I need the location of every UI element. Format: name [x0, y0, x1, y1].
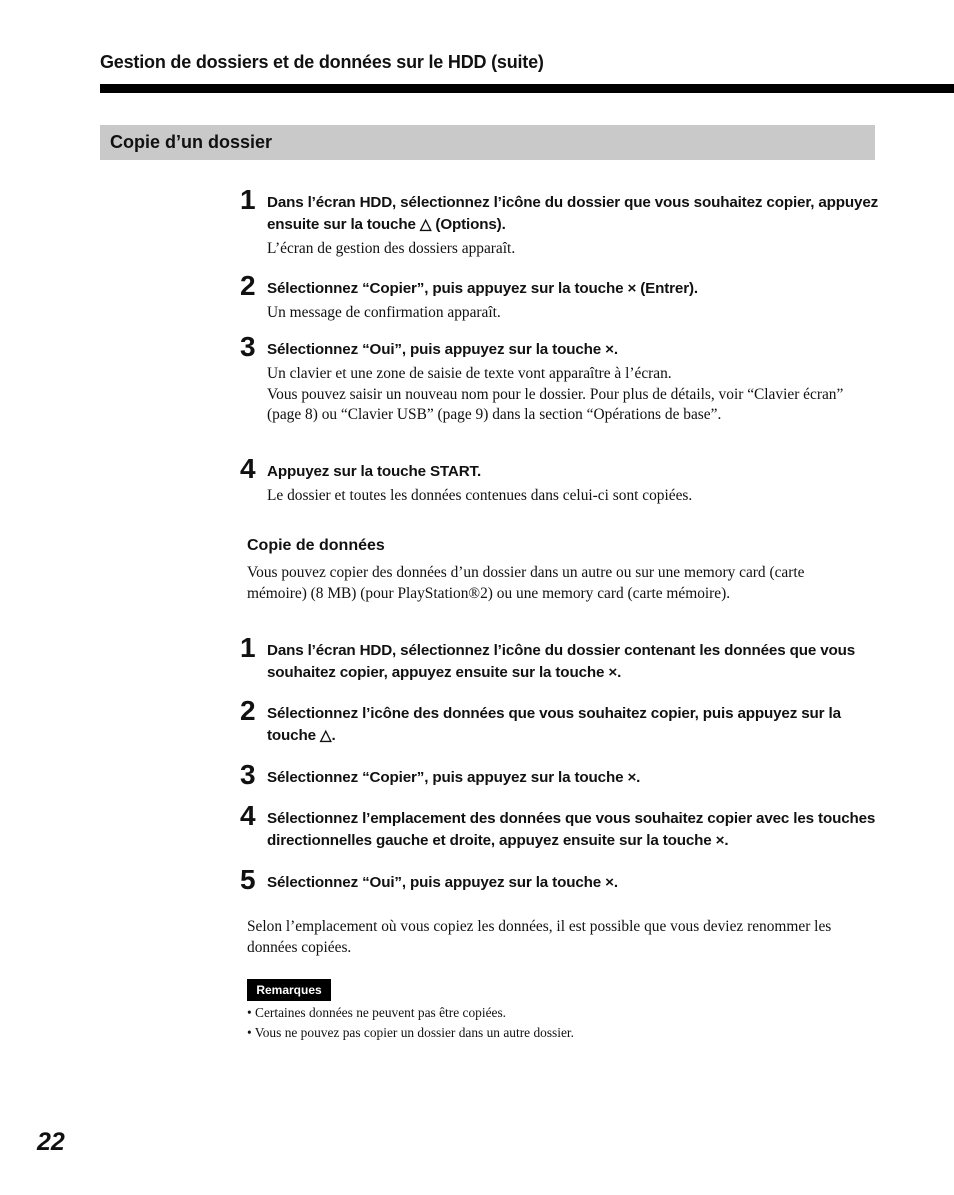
step-description: Le dossier et toutes les données contenues dans celui-ci sont copiées. — [267, 487, 693, 504]
step-instruction: Dans l’écran HDD, sélectionnez l’icône du dossier contenant les données que vous souhaitez copier, appuyez ensuite sur la touche ×. — [267, 642, 856, 681]
step-4 — [240, 453, 880, 507]
step-number: 2 — [240, 695, 256, 726]
step-instruction: Sélectionnez “Oui”, puis appuyez sur la touche ×. — [267, 874, 618, 891]
header-rule — [100, 84, 954, 93]
subsection-intro: Vous pouvez copier des données d’un dossier dans un autre ou sur une memory card (carte mémoire) (8 MB) (pour PlayStation®2) ou une memory card (carte mémoire). — [247, 564, 805, 602]
closing-note: Selon l’emplacement où vous copiez les données, il est possible que vous deviez renommer les données copiées. — [247, 918, 832, 956]
remarks-badge: Remarques — [247, 979, 331, 1001]
page-number: 22 — [37, 1128, 65, 1156]
data-step-4 — [240, 800, 880, 852]
step-instruction: Sélectionnez “Oui”, puis appuyez sur la touche ×. — [267, 341, 618, 358]
data-step-5 — [240, 864, 880, 895]
subsection-title: Copie de données — [247, 537, 385, 554]
step-instruction: Sélectionnez “Copier”, puis appuyez sur la touche ×. — [267, 769, 641, 786]
step-instruction: Sélectionnez l’icône des données que vous souhaitez copier, puis appuyez sur la touche △. — [267, 705, 841, 744]
step-description: Un clavier et une zone de saisie de texte vont apparaître à l’écran. — [267, 365, 672, 382]
step-description-continued: Vous pouvez saisir un nouveau nom pour le dossier. Pour plus de détails, voir “Clavier écran” (page 8) ou “Clavier USB” (page 9) dans la section “Opérations de base”. — [267, 385, 844, 423]
data-step-3 — [240, 759, 880, 790]
remark-item: • Vous ne pouvez pas copier un dossier dans un autre dossier. — [247, 1023, 574, 1043]
data-step-2 — [240, 695, 880, 747]
step-number: 4 — [240, 453, 256, 484]
step-instruction: Dans l’écran HDD, sélectionnez l’icône du dossier que vous souhaitez copier, appuyez ensuite sur la touche △ (Options). — [267, 194, 879, 233]
remarks-list — [247, 1003, 574, 1042]
step-2 — [240, 270, 880, 324]
remark-item: • Certaines données ne peuvent pas être copiées. — [247, 1003, 574, 1023]
data-step-1 — [240, 632, 880, 684]
step-3 — [240, 331, 880, 426]
step-instruction: Sélectionnez l’emplacement des données que vous souhaitez copier avec les touches directionnelles gauche et droite, appuyez ensuite sur la touche ×. — [267, 810, 876, 849]
page-header-title: Gestion de dossiers et de données sur le HDD (suite) — [100, 52, 544, 72]
step-number: 5 — [240, 864, 256, 895]
section-title: Copie d’un dossier — [110, 132, 273, 152]
step-1 — [240, 184, 880, 260]
step-description: Un message de confirmation apparaît. — [267, 304, 501, 321]
step-number: 1 — [240, 184, 256, 215]
step-instruction: Sélectionnez “Copier”, puis appuyez sur la touche × (Entrer). — [267, 280, 698, 297]
step-description: L’écran de gestion des dossiers apparaît. — [267, 240, 516, 257]
step-instruction: Appuyez sur la touche START. — [267, 463, 482, 480]
step-number: 1 — [240, 632, 256, 663]
section-heading-bar — [100, 125, 875, 160]
step-number: 3 — [240, 759, 256, 790]
step-number: 3 — [240, 331, 256, 362]
step-number: 4 — [240, 800, 256, 831]
step-number: 2 — [240, 270, 256, 301]
